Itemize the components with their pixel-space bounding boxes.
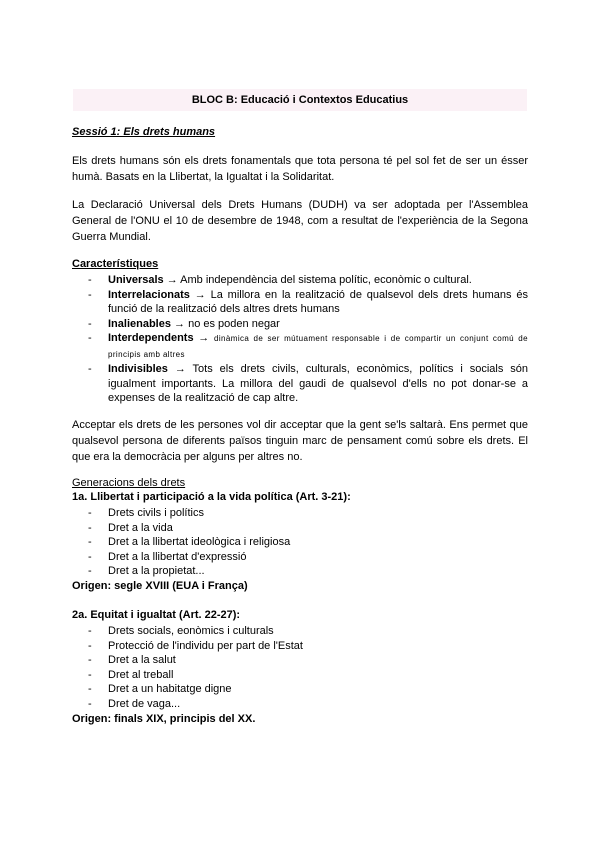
list-dash: - — [88, 274, 92, 286]
list-dash: - — [88, 668, 92, 681]
first-generation-origin: Origen: segle XVIII (EUA i França) — [72, 580, 248, 592]
list-item — [72, 639, 528, 654]
term: Universals — [108, 274, 164, 286]
characteristics-list — [72, 273, 528, 406]
list-item — [72, 362, 528, 406]
list-item-text: Dret al treball — [108, 668, 174, 681]
list-item-text: Dret de vaga... — [108, 697, 181, 710]
list-dash: - — [88, 332, 92, 344]
list-item — [72, 668, 528, 683]
list-item — [72, 273, 528, 288]
list-item — [72, 521, 528, 536]
list-dash: - — [88, 683, 92, 695]
dudh-paragraph: La Declaració Universal dels Drets Humans (DUDH) va ser adoptada per l'Assemblea General de l'ONU el 10 de desembre de 1948, com a resultat de l'experiència de la Segona Guerra Mundial. — [72, 199, 528, 243]
list-dash: - — [88, 654, 92, 666]
list-item-text: Drets socials, eonòmics i culturals — [108, 625, 274, 637]
list-item — [72, 564, 528, 579]
list-dash: - — [88, 625, 92, 637]
generations-heading: Generacions dels drets — [72, 477, 186, 489]
term: Interdependents — [108, 332, 194, 344]
list-item — [72, 535, 528, 550]
list-item — [72, 697, 528, 712]
list-item — [72, 550, 528, 565]
first-generation-list — [72, 506, 528, 579]
list-item-text: Dret a la llibertat ideològica i religiosa — [108, 536, 291, 548]
term: Inalienables — [108, 317, 171, 330]
list-item — [72, 331, 528, 362]
first-generation-title: 1a. Llibertat i participació a la vida política (Art. 3-21): — [72, 491, 351, 503]
list-item — [72, 624, 528, 639]
list-dash: - — [88, 363, 92, 375]
list-dash: - — [88, 507, 92, 519]
second-generation-list — [72, 624, 528, 711]
term-description-small: dinàmica de ser mútuament responsable i de compartir un conjunt comú de principis amb altres — [108, 334, 528, 359]
session-title: Sessió 1: Els drets humans — [72, 126, 216, 138]
term: Indivisibles — [108, 363, 168, 375]
list-item — [72, 682, 528, 697]
list-item-text: Protecció de l'individu per part de l'Estat — [108, 639, 303, 652]
list-item-text: Dret a un habitatge digne — [108, 683, 232, 695]
list-item — [72, 317, 528, 332]
list-dash: - — [88, 639, 92, 652]
list-dash: - — [88, 536, 92, 548]
accept-paragraph: Acceptar els drets de les persones vol dir acceptar que la gent se'ls saltarà. Ens permet que qualsevol persona de diferents països tinguin marc de pensament comú sobre els drets. El que era la democràcia per alguns per altres no. — [72, 419, 528, 463]
term-description: → — [193, 332, 215, 344]
characteristics-heading: Característiques — [72, 258, 159, 270]
list-item — [72, 288, 528, 317]
list-dash: - — [88, 317, 92, 330]
list-item — [72, 653, 528, 668]
second-generation-origin: Origen: finals XIX, principis del XX. — [72, 713, 256, 725]
intro-paragraph: Els drets humans són els drets fonamentals que tota persona té pel sol fet de ser un ésser humà. Basats en la Llibertat, la Igualtat i la Solidaritat. — [72, 155, 528, 183]
list-item-text: Drets civils i polítics — [108, 507, 204, 519]
list-dash: - — [88, 565, 92, 577]
list-item-text: Dret a la llibertat d'expressió — [108, 550, 247, 563]
term-description: → Amb independència del sistema polític, econòmic o cultural. — [163, 274, 472, 286]
term-description: → no es poden negar — [170, 317, 280, 330]
term: Interrelacionats — [108, 288, 190, 301]
list-item-text: Dret a la vida — [108, 521, 173, 534]
list-item — [72, 506, 528, 521]
list-item-text: Dret a la propietat... — [108, 565, 205, 577]
term-description: → La millora en la realització de qualsevol dels drets humans és funció de la realització dels altres drets humans — [108, 288, 528, 315]
list-dash: - — [88, 697, 92, 710]
list-dash: - — [88, 550, 92, 563]
list-item-text: Dret a la salut — [108, 654, 176, 666]
list-dash: - — [88, 521, 92, 534]
second-generation-title: 2a. Equitat i igualtat (Art. 22-27): — [72, 609, 241, 621]
term-description: → Tots els drets civils, culturals, econòmics, polítics i socials són igualment importants. La millora del gaudi de qualsevol d'ells no pot donar-se a expenses de la realització de cap altre. — [108, 363, 528, 404]
list-dash: - — [88, 288, 92, 301]
block-banner: BLOC B: Educació i Contextos Educatius — [73, 89, 527, 111]
